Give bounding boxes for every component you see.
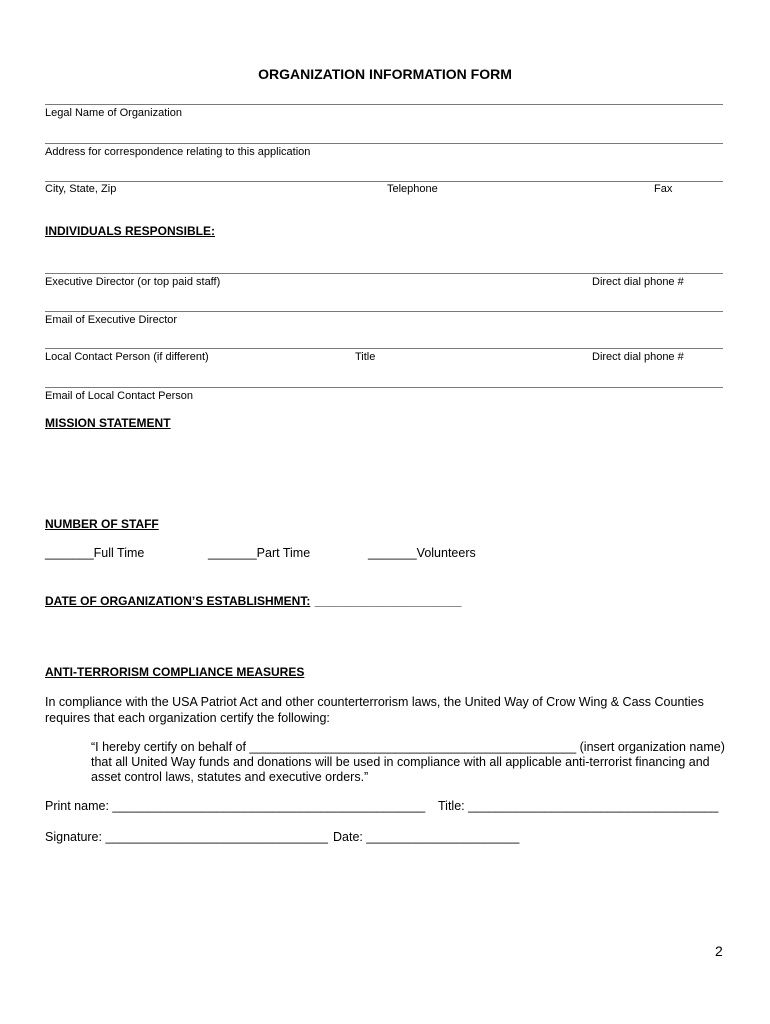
page-title: ORGANIZATION INFORMATION FORM bbox=[258, 66, 512, 82]
address-label: Address for correspondence relating to this application bbox=[45, 146, 311, 158]
title-field bbox=[438, 799, 718, 813]
signature-label: Signature: bbox=[45, 830, 106, 844]
full-time-blank[interactable]: _______ bbox=[45, 546, 94, 560]
fax-label: Fax bbox=[654, 183, 673, 195]
title-label: Title bbox=[355, 351, 376, 363]
direct-dial-label-2: Direct dial phone # bbox=[592, 351, 684, 363]
print-name-field bbox=[45, 799, 425, 813]
city-state-zip-line[interactable] bbox=[45, 181, 723, 182]
title-field-label: Title: bbox=[438, 799, 469, 813]
local-contact-label: Local Contact Person (if different) bbox=[45, 351, 209, 363]
establishment-blank[interactable]: ______________________ bbox=[314, 594, 462, 608]
city-state-zip-label: City, State, Zip bbox=[45, 183, 117, 195]
org-name-blank[interactable]: _______________________________________________ bbox=[249, 740, 577, 754]
legal-name-label: Legal Name of Organization bbox=[45, 107, 182, 119]
cert-pre: “I hereby certify on behalf of bbox=[91, 740, 250, 754]
part-time-blank[interactable]: _______ bbox=[208, 546, 257, 560]
certification-line3: asset control laws, statutes and executive orders.” bbox=[91, 770, 369, 784]
establishment-row bbox=[45, 592, 462, 610]
title-blank[interactable]: ____________________________________ bbox=[468, 799, 719, 813]
email-local-line[interactable] bbox=[45, 387, 723, 388]
volunteers-blank[interactable]: _______ bbox=[368, 546, 417, 560]
executive-director-line[interactable] bbox=[45, 273, 723, 274]
email-local-label: Email of Local Contact Person bbox=[45, 390, 193, 402]
full-time-field[interactable] bbox=[45, 546, 144, 560]
address-line[interactable] bbox=[45, 143, 723, 144]
certification-line1 bbox=[91, 740, 725, 754]
signature-field bbox=[45, 830, 328, 844]
full-time-label: Full Time bbox=[93, 546, 145, 560]
date-blank[interactable]: ______________________ bbox=[366, 830, 520, 844]
print-name-blank[interactable]: _____________________________________________ bbox=[112, 799, 426, 813]
print-name-label: Print name: bbox=[45, 799, 113, 813]
part-time-field[interactable] bbox=[208, 546, 310, 560]
cert-post: (insert organization name) bbox=[576, 740, 725, 754]
staff-heading: NUMBER OF STAFF bbox=[45, 517, 159, 531]
mission-heading: MISSION STATEMENT bbox=[45, 416, 171, 430]
volunteers-field[interactable] bbox=[368, 546, 476, 560]
telephone-label: Telephone bbox=[387, 183, 438, 195]
email-exec-line[interactable] bbox=[45, 311, 723, 312]
legal-name-line[interactable] bbox=[45, 104, 723, 105]
part-time-label: Part Time bbox=[256, 546, 311, 560]
date-field bbox=[333, 830, 519, 844]
direct-dial-label-1: Direct dial phone # bbox=[592, 276, 684, 288]
compliance-intro-line1: In compliance with the USA Patriot Act and other counterterrorism laws, the United Way of Crow Wing & Cass Counties bbox=[45, 695, 704, 709]
compliance-intro-line2: requires that each organization certify the following: bbox=[45, 711, 330, 725]
executive-director-label: Executive Director (or top paid staff) bbox=[45, 276, 221, 288]
date-label: Date: bbox=[333, 830, 367, 844]
email-exec-label: Email of Executive Director bbox=[45, 314, 178, 326]
signature-blank[interactable]: ________________________________ bbox=[105, 830, 328, 844]
page-number: 2 bbox=[715, 943, 723, 959]
compliance-heading: ANTI-TERRORISM COMPLIANCE MEASURES bbox=[45, 665, 305, 679]
establishment-heading: DATE OF ORGANIZATION’S ESTABLISHMENT: bbox=[45, 594, 311, 608]
certification-line2: that all United Way funds and donations will be used in compliance with all applicable anti-terrorist financing and bbox=[91, 755, 710, 769]
local-contact-line[interactable] bbox=[45, 348, 723, 349]
individuals-heading: INDIVIDUALS RESPONSIBLE: bbox=[45, 224, 216, 238]
volunteers-label: Volunteers bbox=[416, 546, 476, 560]
